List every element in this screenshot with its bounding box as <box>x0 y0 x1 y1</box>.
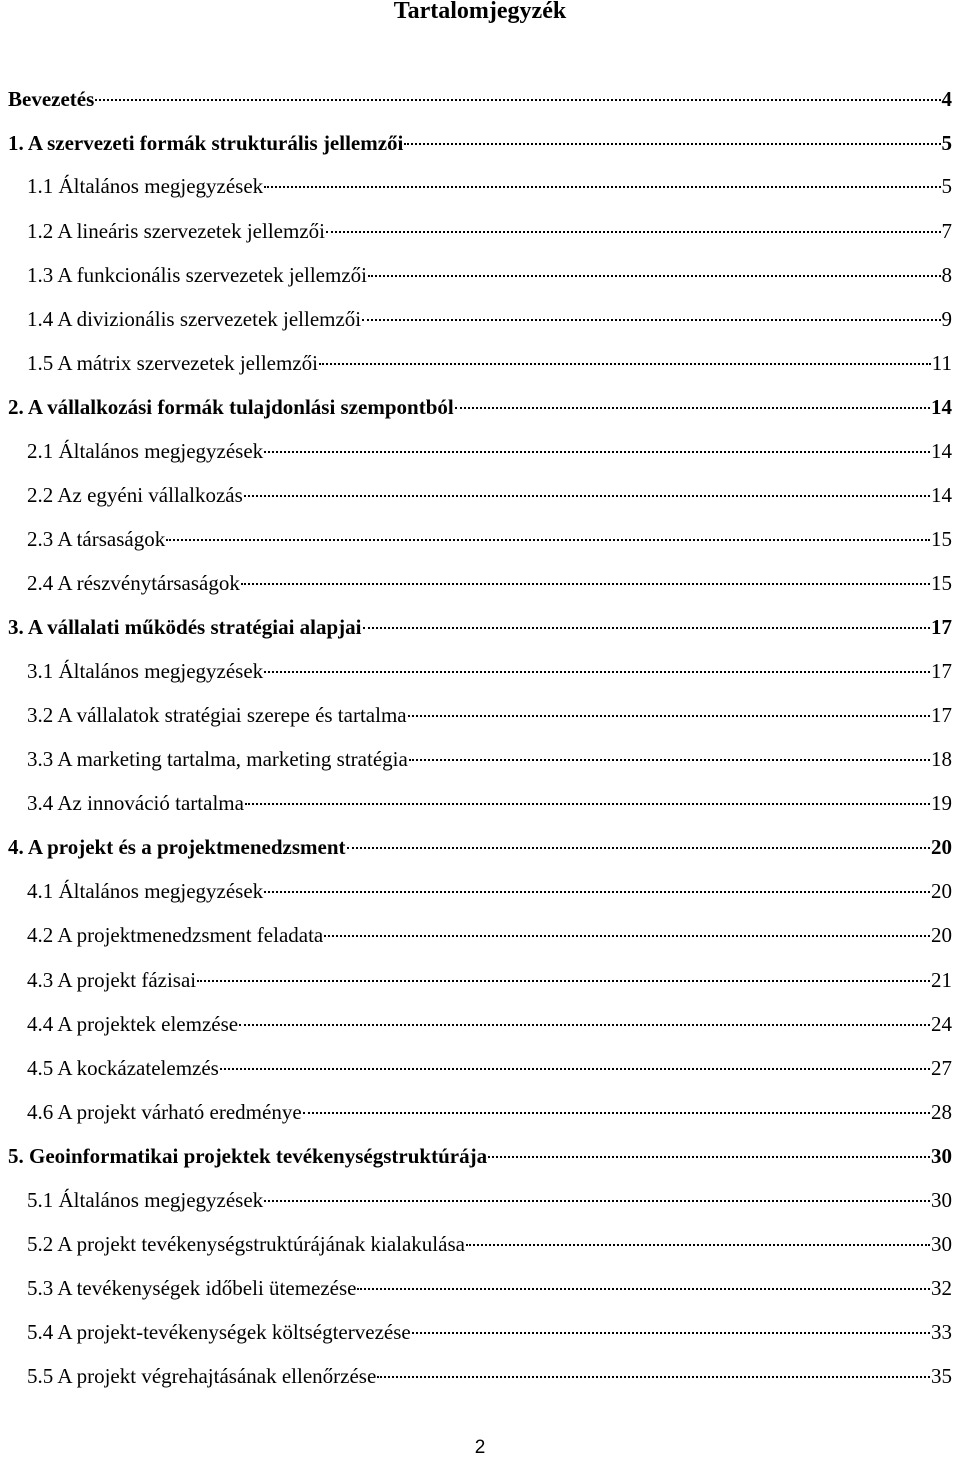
toc-dot-leader <box>377 1376 930 1378</box>
toc-chapter-entry[interactable] <box>8 392 952 422</box>
toc-entry-page: 19 <box>931 791 952 815</box>
toc-entry-label: 1.4 A divizionális szervezetek jellemzői <box>27 307 362 331</box>
toc-entry-page: 8 <box>941 263 952 287</box>
toc-dot-leader <box>357 1288 930 1290</box>
toc-dot-leader <box>95 99 940 101</box>
toc-dot-leader <box>412 1332 930 1334</box>
toc-dot-leader <box>409 759 930 761</box>
toc-section-entry[interactable] <box>27 1229 952 1259</box>
toc-entry-page: 14 <box>931 483 952 507</box>
toc-entry-label: 4.1 Általános megjegyzések <box>27 879 264 903</box>
toc-section-entry[interactable] <box>27 171 952 201</box>
toc-entry-label: 3.3 A marketing tartalma, marketing stratégia <box>27 747 408 771</box>
toc-entry-page: 33 <box>931 1320 952 1344</box>
toc-entry-page: 30 <box>931 1144 952 1168</box>
toc-entry-label: 3.4 Az innováció tartalma <box>27 791 244 815</box>
toc-chapter-entry[interactable] <box>8 84 952 114</box>
toc-entry-label: 5.4 A projekt-tevékenységek költségtervezése <box>27 1320 411 1344</box>
toc-section-entry[interactable] <box>27 700 952 730</box>
toc-dot-leader <box>408 715 930 717</box>
toc-dot-leader <box>245 803 930 805</box>
toc-dot-leader <box>303 1112 930 1114</box>
toc-dot-leader <box>264 186 940 188</box>
toc-entry-label: 2.2 Az egyéni vállalkozás <box>27 483 243 507</box>
toc-dot-leader <box>455 407 930 409</box>
toc-dot-leader <box>264 1200 930 1202</box>
toc-entry-page: 18 <box>931 747 952 771</box>
page-title: Tartalomjegyzék <box>393 0 567 24</box>
toc-dot-leader <box>326 231 941 233</box>
toc-entry-page: 15 <box>931 571 952 595</box>
toc-section-entry[interactable] <box>27 216 952 246</box>
toc-entry-page: 24 <box>931 1012 952 1036</box>
toc-entry-page: 20 <box>931 923 952 947</box>
toc-section-entry[interactable] <box>27 744 952 774</box>
toc-entry-label: 4.3 A projekt fázisai <box>27 968 197 992</box>
toc-entry-page: 35 <box>931 1364 952 1388</box>
toc-section-entry[interactable] <box>27 920 952 950</box>
toc-entry-label: 3.2 A vállalatok stratégiai szerepe és tartalma <box>27 703 407 727</box>
toc-dot-leader <box>488 1156 930 1158</box>
toc-dot-leader <box>466 1244 930 1246</box>
toc-entry-label: 3. A vállalati működés stratégiai alapjai <box>8 615 362 639</box>
toc-section-entry[interactable] <box>27 1273 952 1303</box>
toc-section-entry[interactable] <box>27 524 952 554</box>
toc-entry-label: 4.4 A projektek elemzése <box>27 1012 239 1036</box>
toc-entry-page: 17 <box>931 615 952 639</box>
toc-section-entry[interactable] <box>27 1053 952 1083</box>
toc-dot-leader <box>239 1024 930 1026</box>
toc-section-entry[interactable] <box>27 788 952 818</box>
toc-entry-label: 1.1 Általános megjegyzések <box>27 174 264 198</box>
toc-dot-leader <box>166 539 930 541</box>
toc-dot-leader <box>347 847 930 849</box>
toc-dot-leader <box>197 980 930 982</box>
toc-dot-leader <box>264 451 930 453</box>
toc-entry-label: 5.1 Általános megjegyzések <box>27 1188 264 1212</box>
toc-entry-page: 17 <box>931 703 952 727</box>
toc-dot-leader <box>362 319 940 321</box>
toc-entry-label: 5.3 A tevékenységek időbeli ütemezése <box>27 1276 357 1300</box>
toc-entry-label: 4.2 A projektmenedzsment feladata <box>27 923 324 947</box>
toc-entry-label: 3.1 Általános megjegyzések <box>27 659 264 683</box>
toc-dot-leader <box>363 627 930 629</box>
toc-entry-page: 27 <box>931 1056 952 1080</box>
toc-entry-page: 32 <box>931 1276 952 1300</box>
toc-entry-label: 2.4 A részvénytársaságok <box>27 571 240 595</box>
toc-section-entry[interactable] <box>27 1185 952 1215</box>
toc-entry-label: 5.2 A projekt tevékenységstruktúrájának kialakulása <box>27 1232 465 1256</box>
toc-entry-label: 5. Geoinformatikai projektek tevékenységstruktúrája <box>8 1144 488 1168</box>
toc-entry-label: Bevezetés <box>8 87 95 111</box>
toc-entry-page: 20 <box>931 879 952 903</box>
toc-entry-page: 5 <box>941 131 952 155</box>
toc-chapter-entry[interactable] <box>8 128 952 158</box>
toc-chapter-entry[interactable] <box>8 1141 952 1171</box>
toc-chapter-entry[interactable] <box>8 612 952 642</box>
toc-section-entry[interactable] <box>27 876 952 906</box>
toc-entry-label: 2.1 Általános megjegyzések <box>27 439 264 463</box>
toc-entry-page: 30 <box>931 1188 952 1212</box>
toc-section-entry[interactable] <box>27 436 952 466</box>
toc-entry-page: 11 <box>931 351 952 375</box>
toc-entry-page: 5 <box>941 174 952 198</box>
toc-entry-page: 30 <box>931 1232 952 1256</box>
toc-dot-leader <box>264 671 930 673</box>
toc-entry-label: 2.3 A társaságok <box>27 527 166 551</box>
toc-dot-leader <box>404 143 940 145</box>
toc-entry-label: 1.5 A mátrix szervezetek jellemzői <box>27 351 318 375</box>
toc-section-entry[interactable] <box>27 1097 952 1127</box>
toc-section-entry[interactable] <box>27 656 952 686</box>
toc-entry-page: 20 <box>931 835 952 859</box>
toc-dot-leader <box>264 891 930 893</box>
toc-section-entry[interactable] <box>27 348 952 378</box>
toc-section-entry[interactable] <box>27 1009 952 1039</box>
toc-dot-leader <box>220 1068 930 1070</box>
toc-entry-label: 2. A vállalkozási formák tulajdonlási szempontból <box>8 395 454 419</box>
toc-entry-label: 5.5 A projekt végrehajtásának ellenőrzése <box>27 1364 377 1388</box>
page-number: 2 <box>474 1437 486 1458</box>
toc-entry-page: 7 <box>941 219 952 243</box>
toc-entry-page: 14 <box>931 439 952 463</box>
toc-entry-page: 9 <box>941 307 952 331</box>
toc-section-entry[interactable] <box>27 1317 952 1347</box>
toc-dot-leader <box>319 363 931 365</box>
toc-entry-label: 4.6 A projekt várható eredménye <box>27 1100 302 1124</box>
toc-chapter-entry[interactable] <box>8 832 952 862</box>
toc-section-entry[interactable] <box>27 965 952 995</box>
toc-entry-label: 4. A projekt és a projektmenedzsment <box>8 835 346 859</box>
toc-entry-page: 15 <box>931 527 952 551</box>
toc-dot-leader <box>324 935 930 937</box>
toc-section-entry[interactable] <box>27 568 952 598</box>
toc-dot-leader <box>244 495 930 497</box>
toc-entry-label: 1. A szervezeti formák strukturális jellemzői <box>8 131 404 155</box>
toc-entry-label: 4.5 A kockázatelemzés <box>27 1056 219 1080</box>
toc-entry-page: 21 <box>931 968 952 992</box>
toc-entry-page: 4 <box>941 87 952 111</box>
toc-section-entry[interactable] <box>27 260 952 290</box>
toc-section-entry[interactable] <box>27 304 952 334</box>
toc-entry-page: 17 <box>931 659 952 683</box>
toc-section-entry[interactable] <box>27 1361 952 1391</box>
toc-entry-page: 28 <box>931 1100 952 1124</box>
toc-section-entry[interactable] <box>27 480 952 510</box>
toc-entry-page: 14 <box>931 395 952 419</box>
toc-entry-label: 1.2 A lineáris szervezetek jellemzői <box>27 219 325 243</box>
toc-entry-label: 1.3 A funkcionális szervezetek jellemzői <box>27 263 367 287</box>
toc-dot-leader <box>368 275 941 277</box>
toc-dot-leader <box>241 583 930 585</box>
